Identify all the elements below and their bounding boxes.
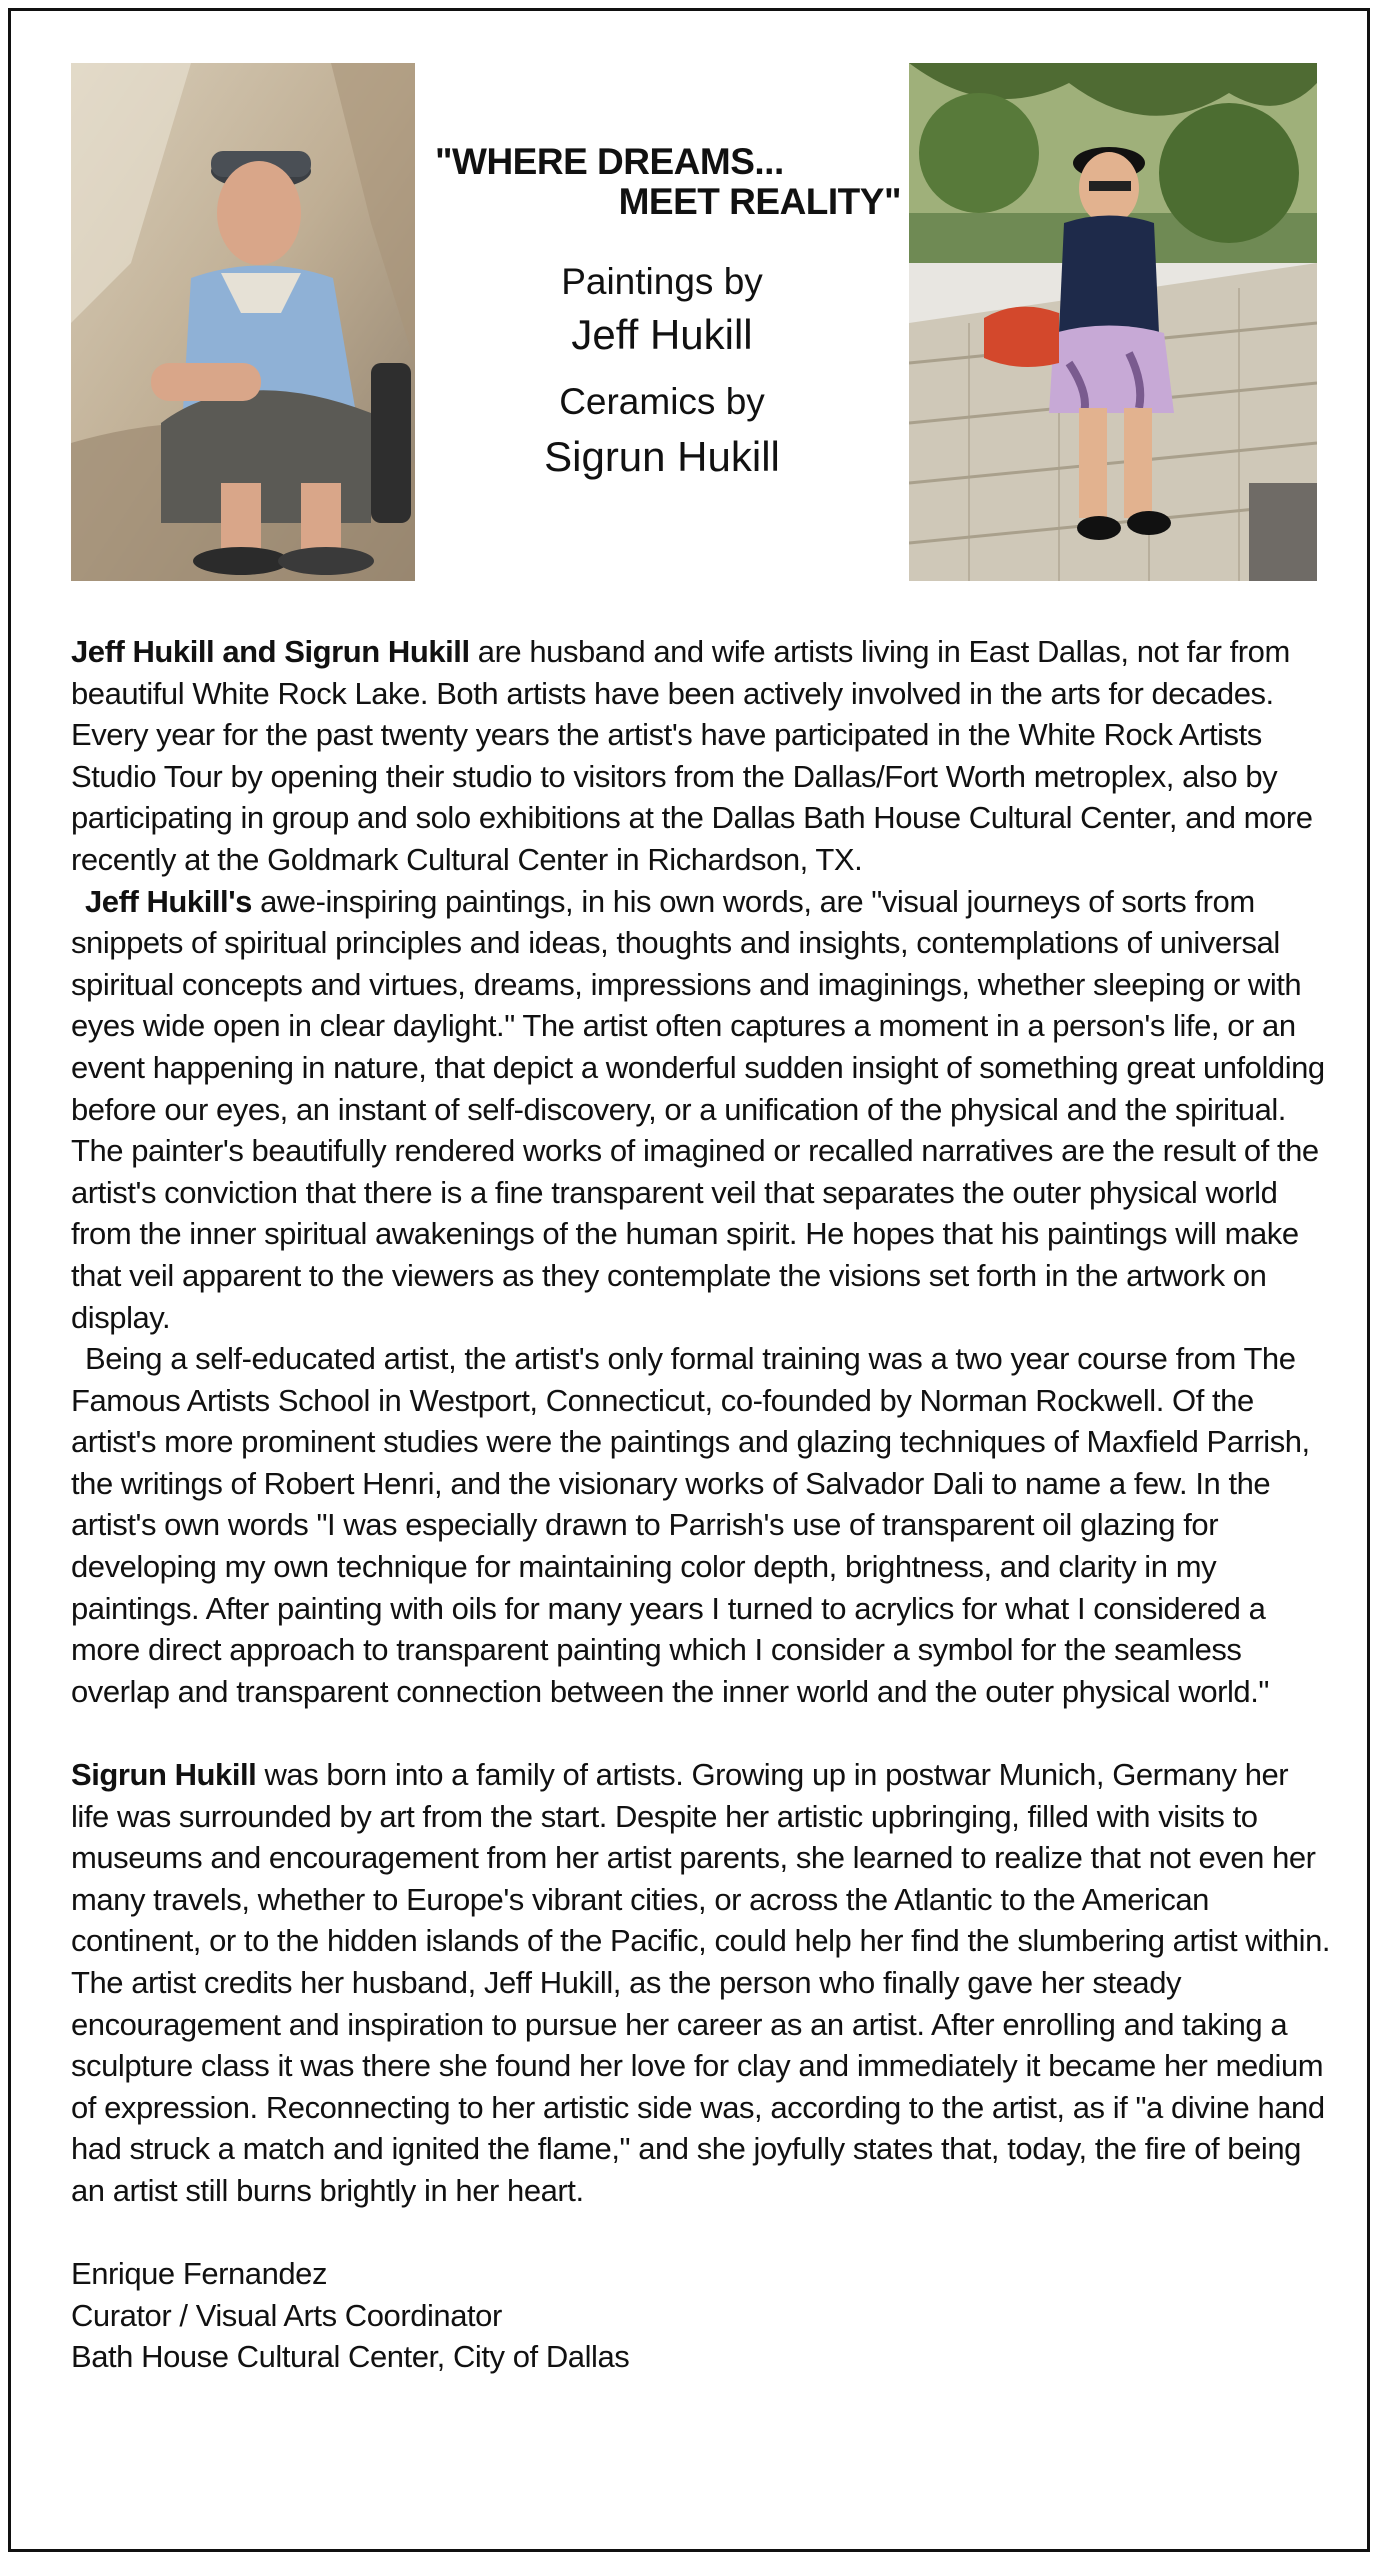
jeff-bold-lead: Jeff Hukill's [85,883,252,919]
signature-organization: Bath House Cultural Center, City of Dallas [71,2339,630,2375]
motto-line-1: "WHERE DREAMS... [435,141,784,182]
sigrun-text: was born into a family of artists. Growing up in postwar Munich, Germany her life was surrounded by art from the start. Despite her artistic upbringing, filled with visits to museums and encouragement from her artist parents, she learned to realize that not even her many travels, whether to Europe's vibrant cities, or across the Atlantic to the American continent, or to the hidden islands of the Pacific, could help her find the slumbering artist within. The artist credits her husband, Jeff Hukill, as the person who finally gave her steady encouragement and inspiration to pursue her career as an artist. After enrolling and taking a sculpture class it was there she found her love for clay and immediately it became her medium of expression. Reconnecting to her artistic side was, according to the artist, as if "a divine hand had struck a match and ignited the flame," and she joyfully states that, today, the fire of being an artist still burns brightly in her heart. [71,1757,1331,2208]
flyer-body-text [71,631,1333,2378]
training-paragraph [71,1338,1333,1712]
intro-bold-lead: Jeff Hukill and Sigrun Hukill [71,634,470,669]
paintings-label: Paintings by [561,261,763,302]
ceramics-label: Ceramics by [559,381,765,422]
sigrun-paragraph [71,1754,1333,2212]
signature-block [71,2253,1333,2378]
signature-title: Curator / Visual Arts Coordinator [71,2297,502,2333]
flyer-page [8,8,1370,2552]
motto-line-2: MEET REALITY" [618,181,901,222]
portrait-jeff-photo [71,63,415,581]
intro-text: are husband and wife artists living in East Dallas, not far from beautiful White Rock Lake. Both artists have been actively involved in the arts for decades. Every year for the past twenty years the artist's have participated in the White Rock Artists Studio Tour by opening their studio to visitors from the Dallas/Fort Worth metroplex, also by participating in group and solo exhibitions at the Dallas Bath House Cultural Center, and more recently at the Goldmark Cultural Center in Richardson, TX. [71,634,1313,877]
training-text: Being a self-educated artist, the artist's only formal training was a two year course from The Famous Artists School in Westport, Connecticut, co-founded by Norman Rockwell. Of the artist's more prominent studies were the paintings and glazing techniques of Maxfield Parrish, the writings of Robert Henri, and the visionary works of Salvador Dali to name a few. In the artist's own words "I was especially drawn to Parrish's use of transparent oil glazing for developing my own technique for maintaining color depth, brightness, and clarity in my paintings. After painting with oils for many years I turned to acrylics for what I considered a more direct approach to transparent painting which I consider a symbol for the seamless overlap and transparent connection between the inner world and the outer physical world." [71,1341,1310,1709]
ceramist-name: Sigrun Hukill [544,433,780,480]
intro-paragraph [71,631,1333,881]
signature-name: Enrique Fernandez [71,2256,328,2292]
jeff-text: awe-inspiring paintings, in his own words, are "visual journeys of sorts from snippets of spiritual principles and ideas, thoughts and insights, contemplations of universal spiritual concepts and virtues, dreams, impressions and imaginings, whether sleeping or with eyes wide open in clear daylight." The artist often captures a moment in a person's life, or an event happening in nature, that depict a wonderful sudden insight of something great unfolding before our eyes, an instant of self-discovery, or a unification of the physical and the spiritual. The painter's beautifully rendered works of imagined or recalled narratives are the result of the artist's conviction that there is a fine transparent veil that separates the outer physical world from the inner spiritual awakenings of the human spirit. He hopes that his paintings will make that veil apparent to the viewers as they contemplate the visions set forth in the artwork on display. [71,883,1325,1335]
portrait-sigrun-photo [909,63,1317,581]
sigrun-bold-lead: Sigrun Hukill [71,1757,257,1793]
jeff-paragraph [71,881,1333,1339]
painter-name: Jeff Hukill [571,311,753,358]
